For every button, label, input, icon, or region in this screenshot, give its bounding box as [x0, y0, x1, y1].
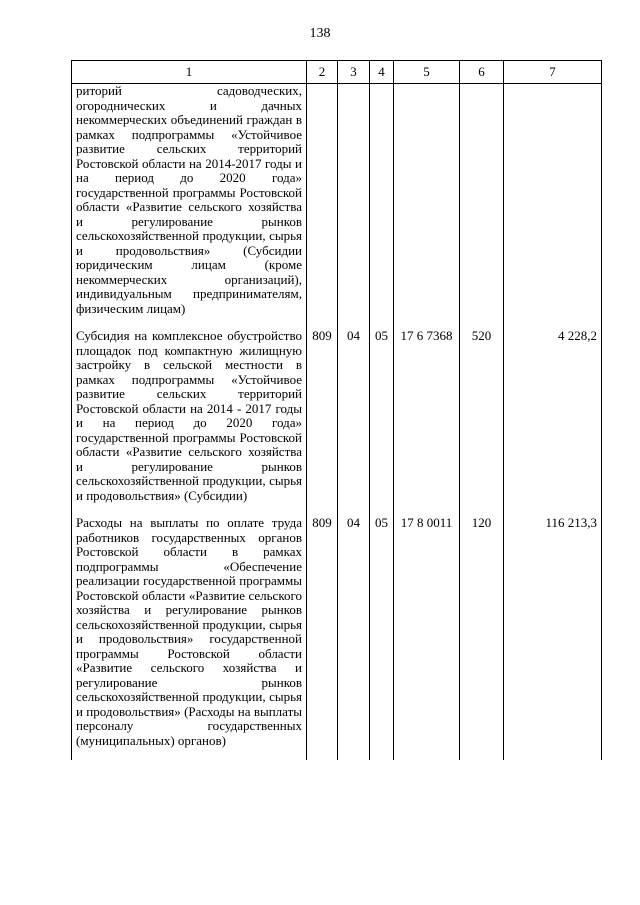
column-header-expense-type: 6 — [460, 61, 504, 84]
table-row — [72, 328, 602, 515]
table-header-row — [72, 61, 602, 84]
row-target-article: 17 8 0011 — [394, 515, 460, 760]
column-header-description: 1 — [72, 61, 307, 84]
row-target-article — [394, 84, 460, 329]
column-header-subsection: 4 — [370, 61, 394, 84]
row-amount: 4 228,2 — [504, 328, 602, 515]
row-section: 04 — [338, 328, 370, 515]
column-header-section: 3 — [338, 61, 370, 84]
row-amount — [504, 84, 602, 329]
row-target-article: 17 6 7368 — [394, 328, 460, 515]
row-subsection: 05 — [370, 328, 394, 515]
column-header-target-article: 5 — [394, 61, 460, 84]
row-amount: 116 213,3 — [504, 515, 602, 760]
page-number: 138 — [309, 26, 331, 41]
row-ministry — [307, 84, 338, 329]
table-row — [72, 84, 602, 329]
row-ministry: 809 — [307, 515, 338, 760]
budget-table — [71, 60, 602, 760]
row-section — [338, 84, 370, 329]
row-expense-type: 520 — [460, 328, 504, 515]
column-header-amount: 7 — [504, 61, 602, 84]
table-row — [72, 515, 602, 760]
row-description: Расходы на выплаты по оплате труда работников государственных органов Ростовской области в рамках подпрограммы «Обеспечение реализации государственной программы Ростовской области «Развитие сельского хозяйства и регулирование рынков сельскохозяйственной продукции, сырья и продовольствия» государственной программы Ростовской области «Развитие сельского хозяйства и регулирование рынков сельскохозяйственной продукции, сырья и продовольствия» (Расходы на выплаты персоналу государственных (муниципальных) органов) — [72, 515, 307, 760]
row-expense-type — [460, 84, 504, 329]
row-ministry: 809 — [307, 328, 338, 515]
row-description: риторий садоводческих, огороднических и дачных некоммерческих объединений граждан в рамках подпрограммы «Устойчивое развитие сельских территорий Ростовской области на 2014-2017 годы и на период до 2020 года» государственной программы Ростовской области «Развитие сельского хозяйства и регулирование рынков сельскохозяйственной продукции, сырья и продовольствия» (Субсидии юридическим лицам (кроме некоммерческих организаций), индивидуальным предпринимателям, физическим лицам) — [72, 84, 307, 329]
row-subsection — [370, 84, 394, 329]
row-section: 04 — [338, 515, 370, 760]
column-header-ministry: 2 — [307, 61, 338, 84]
row-expense-type: 120 — [460, 515, 504, 760]
row-subsection: 05 — [370, 515, 394, 760]
row-description: Субсидия на комплексное обустройство площадок под компактную жилищную застройку в сельской местности в рамках подпрограммы «Устойчивое развитие сельских территорий Ростовской области на 2014 - 2017 годы и на период до 2020 года» государственной программы Ростовской области «Развитие сельского хозяйства и регулирование рынков сельскохозяйственной продукции, сырья и продовольствия» (Субсидии) — [72, 328, 307, 515]
